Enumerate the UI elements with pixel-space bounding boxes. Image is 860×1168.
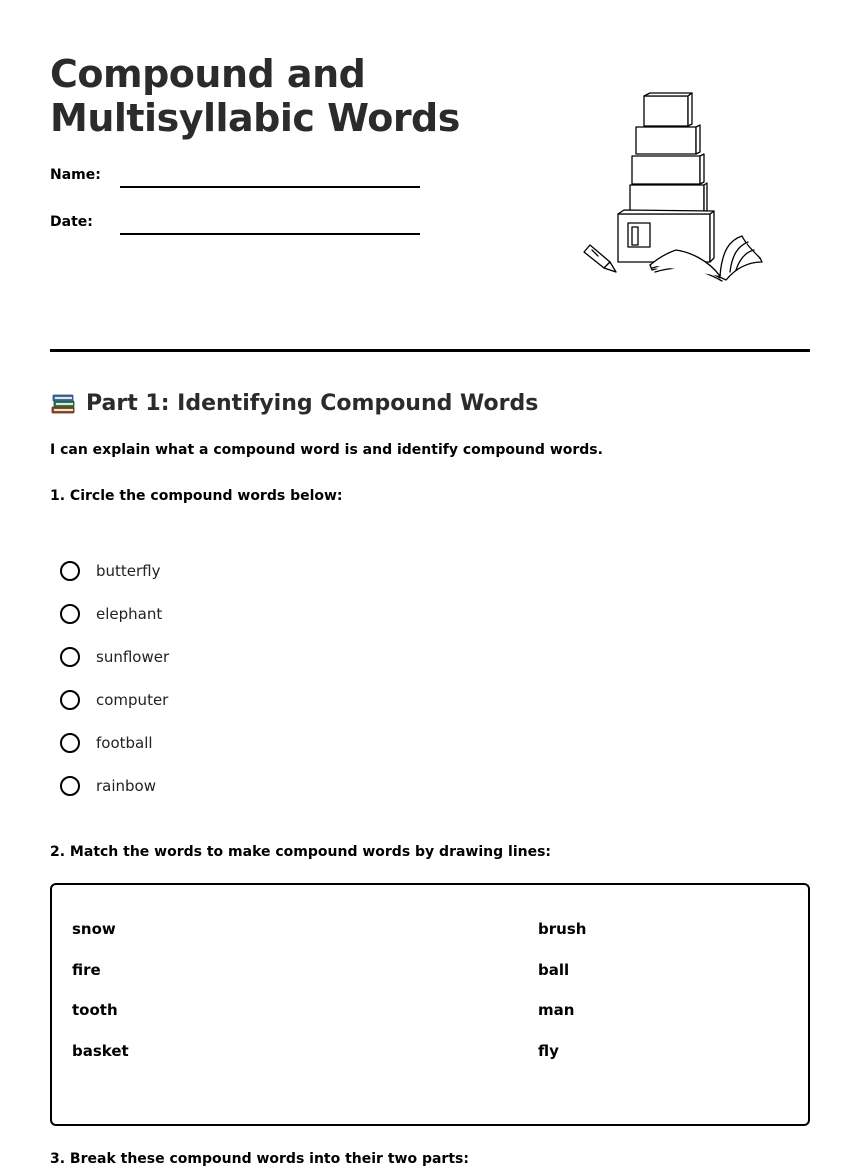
part1-heading xyxy=(50,388,538,420)
date-label: Date: xyxy=(50,214,93,230)
question-1-prompt: 1. Circle the compound words below: xyxy=(50,488,343,504)
matching-word-right[interactable]: man xyxy=(538,1001,575,1019)
title-line-2: Multisyllabic Words xyxy=(50,96,460,140)
answer-circle[interactable] xyxy=(60,604,80,624)
word-label: football xyxy=(96,733,153,752)
title-line-1: Compound and xyxy=(50,52,366,96)
word-label: elephant xyxy=(96,604,163,623)
list-item[interactable] xyxy=(60,764,169,807)
answer-circle[interactable] xyxy=(60,647,80,667)
name-label: Name: xyxy=(50,167,101,183)
blocks-and-book-illustration xyxy=(580,90,765,285)
question-3-prompt: 3. Break these compound words into their two parts: xyxy=(50,1151,469,1167)
matching-right-column xyxy=(538,919,586,1081)
list-item[interactable] xyxy=(60,721,169,764)
list-item[interactable] xyxy=(60,549,169,592)
page-title xyxy=(50,52,460,140)
answer-circle[interactable] xyxy=(60,776,80,796)
learning-objective: I can explain what a compound word is and identify compound words. xyxy=(50,442,603,458)
word-label: computer xyxy=(96,690,169,709)
answer-circle[interactable] xyxy=(60,690,80,710)
matching-word-left[interactable]: tooth xyxy=(72,1001,118,1019)
part1-heading-text: Part 1: Identifying Compound Words xyxy=(86,391,539,416)
answer-circle[interactable] xyxy=(60,733,80,753)
question-2-prompt: 2. Match the words to make compound words by drawing lines: xyxy=(50,844,552,860)
list-item[interactable] xyxy=(60,592,169,635)
list-item[interactable] xyxy=(60,678,169,721)
name-field[interactable] xyxy=(120,186,420,188)
word-label: sunflower xyxy=(96,647,170,666)
matching-word-right[interactable]: brush xyxy=(538,920,587,938)
circle-word-list xyxy=(60,549,169,807)
matching-box xyxy=(50,883,810,1126)
matching-word-left[interactable]: fire xyxy=(72,960,101,979)
matching-left-column xyxy=(72,919,129,1081)
books-icon xyxy=(50,391,76,417)
matching-word-left[interactable]: basket xyxy=(72,1041,129,1060)
answer-circle[interactable] xyxy=(60,561,80,581)
word-label: butterfly xyxy=(96,561,161,580)
section-divider xyxy=(50,349,810,352)
word-label: rainbow xyxy=(96,776,156,795)
matching-word-right[interactable]: fly xyxy=(538,1041,559,1060)
date-field[interactable] xyxy=(120,233,420,235)
matching-word-left[interactable]: snow xyxy=(72,920,116,938)
list-item[interactable] xyxy=(60,635,169,678)
matching-word-right[interactable]: ball xyxy=(538,960,570,979)
